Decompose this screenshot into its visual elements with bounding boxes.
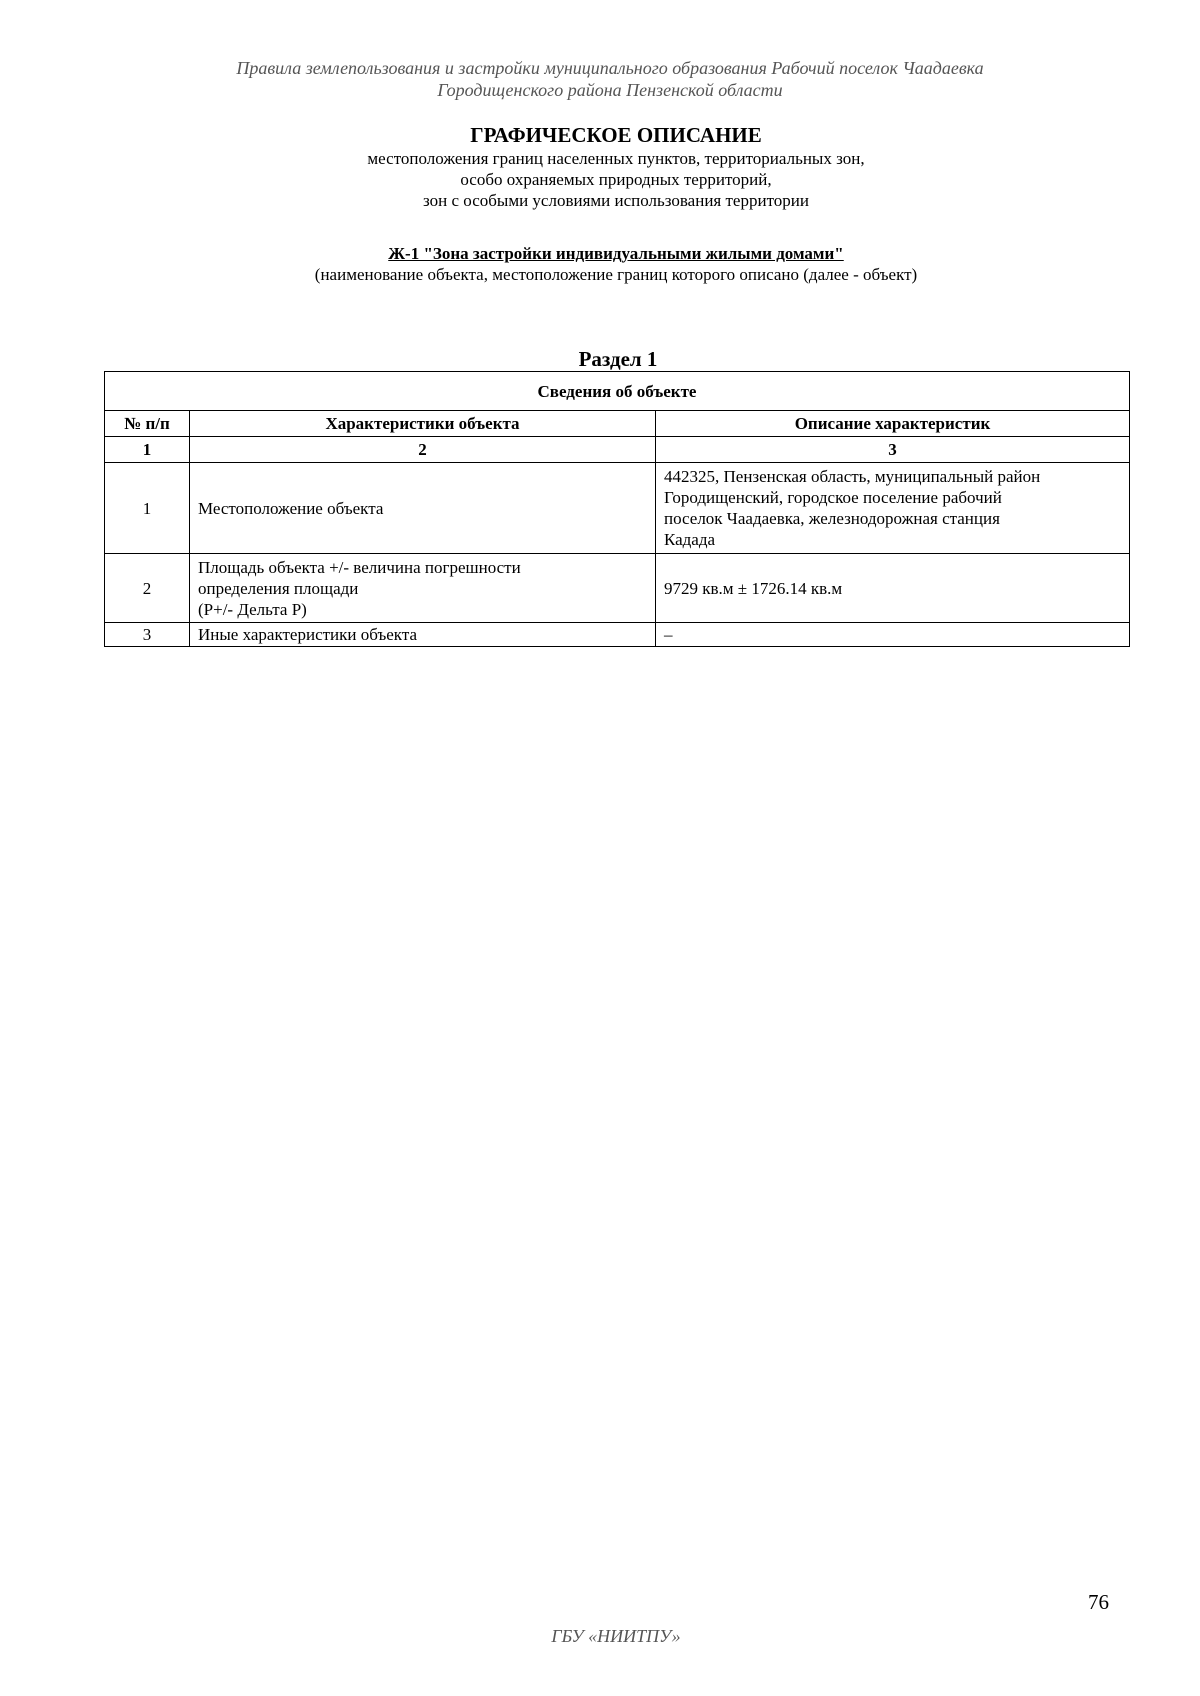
table-caption-row bbox=[105, 372, 1130, 411]
header-num: № п/п bbox=[105, 411, 190, 437]
object-info-table bbox=[104, 371, 1130, 647]
header-description: Описание характеристик bbox=[656, 411, 1130, 437]
table-header-row bbox=[105, 411, 1130, 437]
header-characteristics: Характеристики объекта bbox=[190, 411, 656, 437]
characteristic-line: Иные характеристики объекта bbox=[198, 625, 418, 644]
description-line: поселок Чаадаевка, железнодорожная станция bbox=[664, 509, 1000, 528]
characteristic-line: Местоположение объекта bbox=[198, 498, 384, 518]
section-title: Раздел 1 bbox=[578, 347, 658, 371]
page-number: 76 bbox=[1088, 1590, 1109, 1614]
title-line-3: зон с особыми условиями использования территории bbox=[423, 191, 809, 210]
header-line-2: Городищенского района Пензенской области bbox=[437, 80, 783, 100]
title-line-1: местоположения границ населенных пунктов, территориальных зон, bbox=[367, 149, 865, 168]
row-characteristic bbox=[190, 463, 656, 554]
document-footer: ГБУ «НИИТПУ» bbox=[551, 1626, 681, 1646]
characteristic-line: (Р+/- Дельта Р) bbox=[198, 599, 307, 619]
description-line: Городищенский, городское поселение рабочий bbox=[664, 488, 1002, 507]
row-number: 1 bbox=[105, 463, 190, 554]
row-description bbox=[656, 463, 1130, 554]
row-description bbox=[656, 623, 1130, 647]
row-number: 3 bbox=[105, 623, 190, 647]
title-line-2: особо охраняемых природных территорий, bbox=[460, 170, 772, 189]
zone-name: Ж-1 "Зона застройки индивидуальными жилыми домами" bbox=[388, 244, 844, 263]
column-number-1: 1 bbox=[105, 437, 190, 463]
table-row bbox=[105, 463, 1130, 554]
description-line: 442325, Пензенская область, муниципальный район bbox=[664, 467, 1041, 486]
header-line-1: Правила землепользования и застройки муниципального образования Рабочий поселок Чаадаевка bbox=[236, 58, 984, 78]
column-number-2: 2 bbox=[190, 437, 656, 463]
characteristic-line: Площадь объекта +/- величина погрешности bbox=[198, 557, 521, 577]
row-characteristic bbox=[190, 623, 656, 647]
table-row bbox=[105, 623, 1130, 647]
column-number-3: 3 bbox=[656, 437, 1130, 463]
row-description bbox=[656, 554, 1130, 623]
row-number: 2 bbox=[105, 554, 190, 623]
table-row bbox=[105, 554, 1130, 623]
row-characteristic bbox=[190, 554, 656, 623]
table-caption: Сведения об объекте bbox=[105, 372, 1130, 411]
characteristic-line: определения площади bbox=[198, 578, 359, 598]
description-line: Кадада bbox=[664, 530, 716, 549]
description-line: – bbox=[664, 625, 673, 644]
description-line: 9729 кв.м ± 1726.14 кв.м bbox=[664, 578, 843, 598]
document-title: ГРАФИЧЕСКОЕ ОПИСАНИЕ bbox=[470, 123, 762, 147]
title-block bbox=[0, 122, 1200, 211]
zone-block bbox=[0, 243, 1200, 285]
document-header bbox=[0, 57, 1200, 101]
zone-note: (наименование объекта, местоположение границ которого описано (далее - объект) bbox=[314, 265, 918, 284]
column-number-row bbox=[105, 437, 1130, 463]
